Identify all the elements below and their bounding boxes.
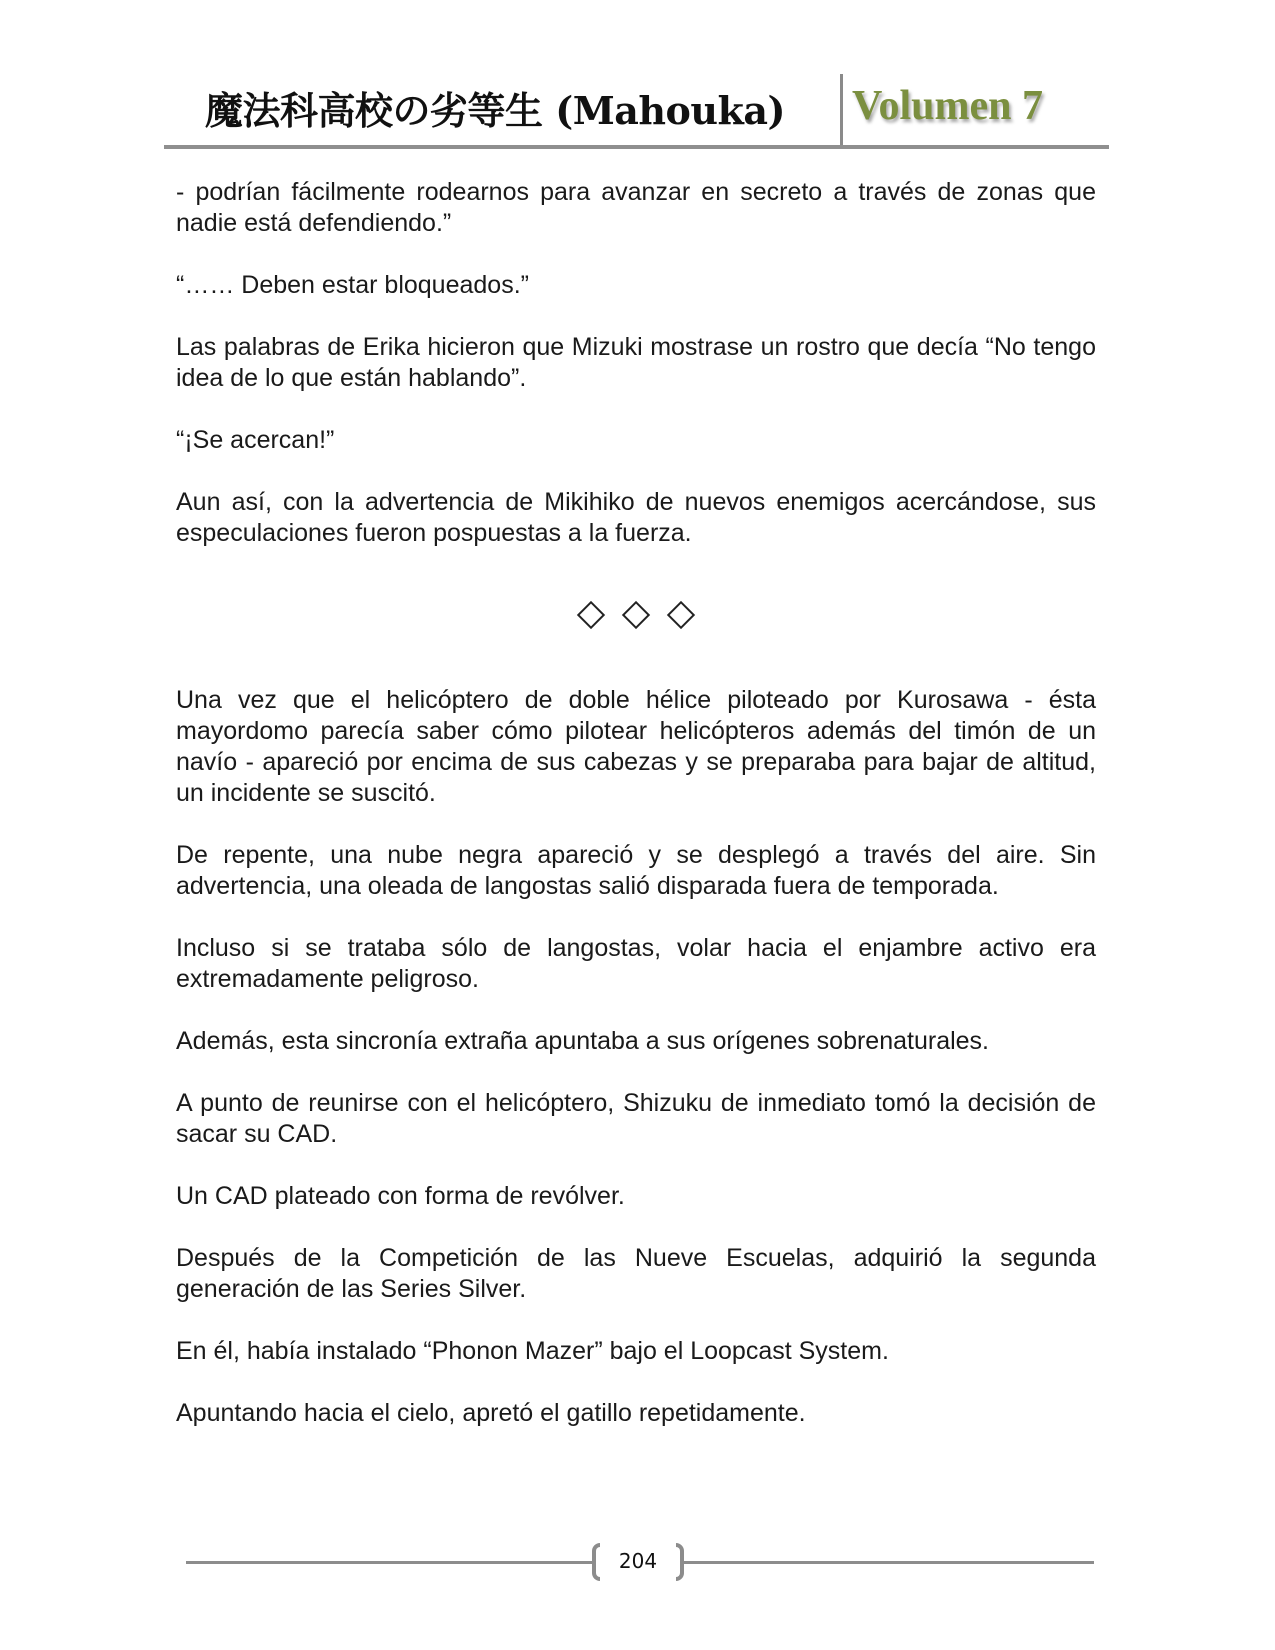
- header-rule: [164, 145, 1109, 149]
- bracket-left-icon: [592, 1543, 600, 1581]
- page-body: [176, 177, 1096, 1460]
- paragraph: Además, esta sincronía extraña apuntaba a sus orígenes sobrenaturales.: [176, 1027, 990, 1055]
- paragraph: Una vez que el helicóptero de doble hélice piloteado por Kurosawa - ésta mayordomo parecía saber cómo pilotear helicópteros además del timón de un navío - apareció por encima de sus cabezas y se preparaba para bajar de altitud, un incidente se suscitó.: [176, 686, 1096, 807]
- paragraph: Después de la Competición de las Nueve Escuelas, adquirió la segunda generación de las Series Silver.: [176, 1244, 1096, 1303]
- paragraph: Apuntando hacia el cielo, apretó el gatillo repetidamente.: [176, 1399, 806, 1427]
- paragraph: Las palabras de Erika hicieron que Mizuki mostrase un rostro que decía “No tengo idea de lo que están hablando”.: [176, 333, 1096, 392]
- diamond-icon: [577, 601, 605, 629]
- paragraph: De repente, una nube negra apareció y se desplegó a través del aire. Sin advertencia, una oleada de langostas salió disparada fuera de temporada.: [176, 841, 1096, 900]
- diamond-icon: [667, 601, 695, 629]
- bracket-right-icon: [676, 1543, 684, 1581]
- paragraph: Aun así, con la advertencia de Mikihiko de nuevos enemigos acercándose, sus especulaciones fueron pospuestas a la fuerza.: [176, 488, 1096, 547]
- page-number: 204: [618, 1549, 658, 1573]
- paragraph: “…… Deben estar bloqueados.”: [176, 271, 529, 299]
- paragraph: Incluso si se trataba sólo de langostas, volar hacia el enjambre activo era extremadamente peligroso.: [176, 934, 1096, 993]
- footer-rule-left: [186, 1561, 596, 1564]
- scene-separator: [176, 599, 1096, 630]
- header-divider: [840, 74, 843, 148]
- book-title: 魔法科高校の劣等生 (Mahouka): [205, 88, 785, 133]
- volume-label: Volumen 7: [852, 83, 1043, 129]
- paragraph: “¡Se acercan!”: [176, 426, 335, 454]
- footer-rule-right: [684, 1561, 1094, 1564]
- paragraph: - podrían fácilmente rodearnos para avanzar en secreto a través de zonas que nadie está defendiendo.”: [176, 178, 1096, 237]
- diamond-icon: [622, 601, 650, 629]
- paragraph: En él, había instalado “Phonon Mazer” bajo el Loopcast System.: [176, 1337, 889, 1365]
- paragraph: A punto de reunirse con el helicóptero, Shizuku de inmediato tomó la decisión de sacar su CAD.: [176, 1089, 1096, 1148]
- paragraph: Un CAD plateado con forma de revólver.: [176, 1182, 625, 1210]
